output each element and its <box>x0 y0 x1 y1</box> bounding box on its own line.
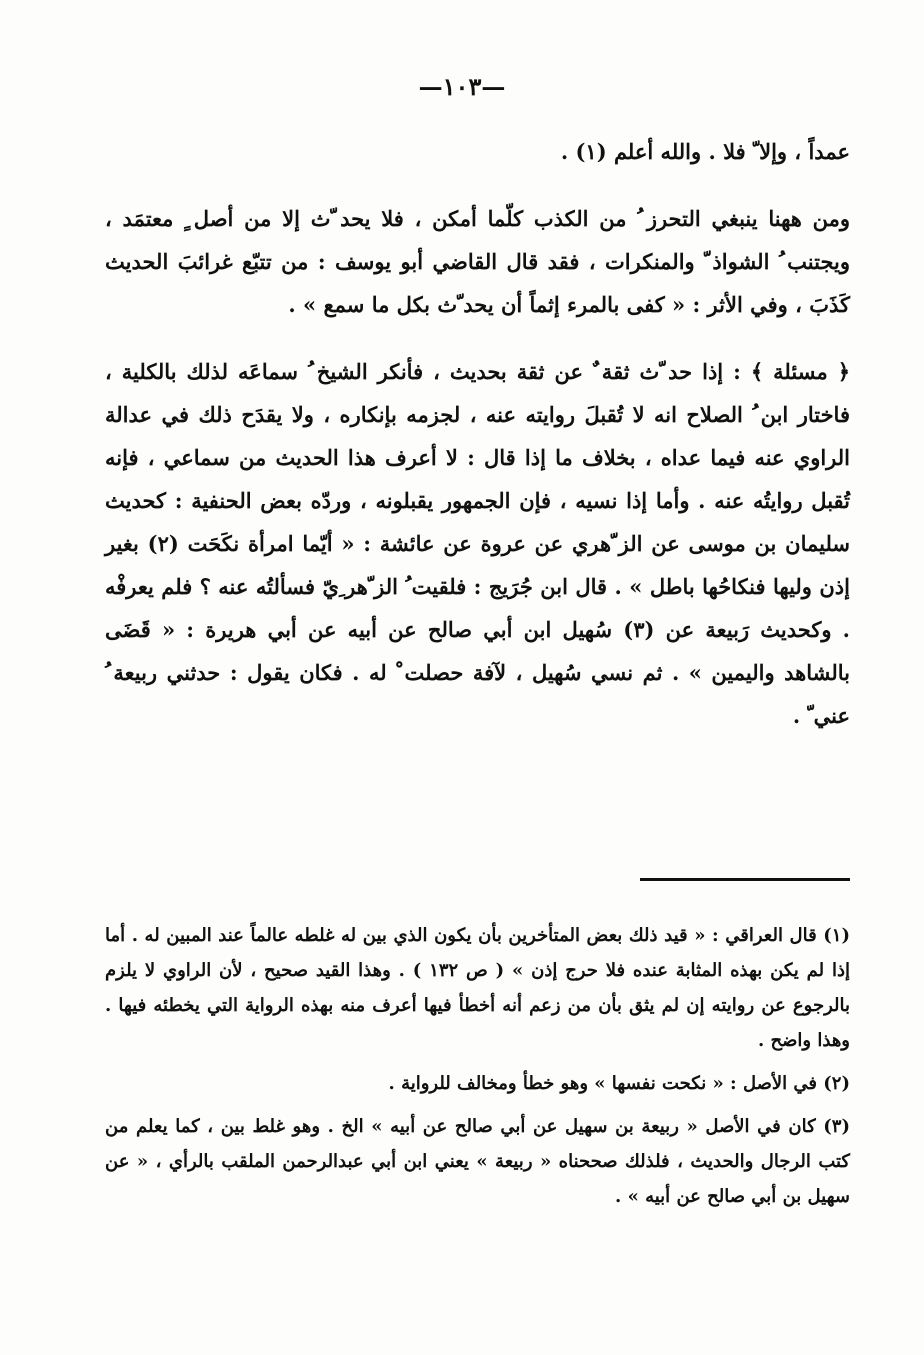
footnotes <box>105 918 850 1222</box>
paragraph-1: عمداً ، وإلا ّ فلا . والله أعلم (١) . <box>560 139 850 164</box>
main-text <box>105 130 850 737</box>
footnote-2: (٢) في الأصل : « نكحت نفسها » وهو خطأ ومخالف للرواية . <box>388 1073 850 1094</box>
footnote-divider <box>640 878 850 881</box>
footnote-1: (١) قال العراقي : « قيد ذلك بعض المتأخرين بأن يكون الذي بين له غلطه عالماً عند المبين له . أما إذا لم يكن بهذه المثابة عنده فلا حرج إذن » ( ص ١٣٢ ) . وهذا القيد صحيح ، لأن الراوي لا يلزم بالرجوع عن روايته إن لم يثق بأن من زعم أنه أخطأ فيها أعرف منه بهذه الرواية التي يخطئه فيها . وهذا واضح . <box>105 925 851 1051</box>
paragraph-3: ﴿ مسئلة ﴾ : إذا حد ّث ثقة ٌ عن ثقة بحديث ، فأنكر الشيخ ُ سماعَه لذلك بالكلية ، فاختار ابن ُ الصلاح انه لا تُقبلَ روايته عنه ، لجزمه بإنكاره ، ولا يقدَح ذلك في عدالة الراوي عنه فيما عداه ، بخلاف ما إذا قال : لا أعرف هذا الحديث من سماعي ، فإنه تُقبل روايتُه عنه . وأما إذا نسيه ، فإن الجمهور يقبلونه ، وردّه بعض الحنفية : كحديث سليمان بن موسى عن الز ّهري عن عروة عن عائشة : « أيّما امرأة نكَحَت (٢) بغير إذن وليها فنكاحُها باطل » . قال ابن جُرَيج : فلقيت ُ الز ّهر ِيّ فسألتُه عنه ؟ فلم يعرفْه . وكحديث رَبيعة عن (٣) سُهيل ابن أبي صالح عن أبيه عن أبي هريرة : « قَضَى بالشاهد واليمين » . ثم نسي سُهيل ، لآفة حصلت ْ له . فكان يقول : حدثني ربيعة ُ عني ّ . <box>105 359 850 728</box>
paragraph-2: ومن ههنا ينبغي التحرز ُ من الكذب كلّما أمكن ، فلا يحد ّث إلا من أصل ٍ معتمَد ، ويجتنب ُ الشواذ ّ والمنكرات ، فقد قال القاضي أبو يوسف : من تتبّع غرائبَ الحديث كَذَبَ ، وفي الأثر : « كفى بالمرء إثماً أن يحد ّث بكل ما سمع » . <box>105 206 850 317</box>
page-number: —١٠٣— <box>418 72 506 101</box>
footnote-3: (٣) كان في الأصل « ربيعة بن سهيل عن أبي صالح عن أبيه » الخ . وهو غلط بين ، كما يعلم من كتب الرجال والحديث ، فلذلك صححناه « ربيعة » يعني ابن أبي عبدالرحمن الملقب بالرأي ، « عن سهيل بن أبي صالح عن أبيه » . <box>105 1116 850 1207</box>
